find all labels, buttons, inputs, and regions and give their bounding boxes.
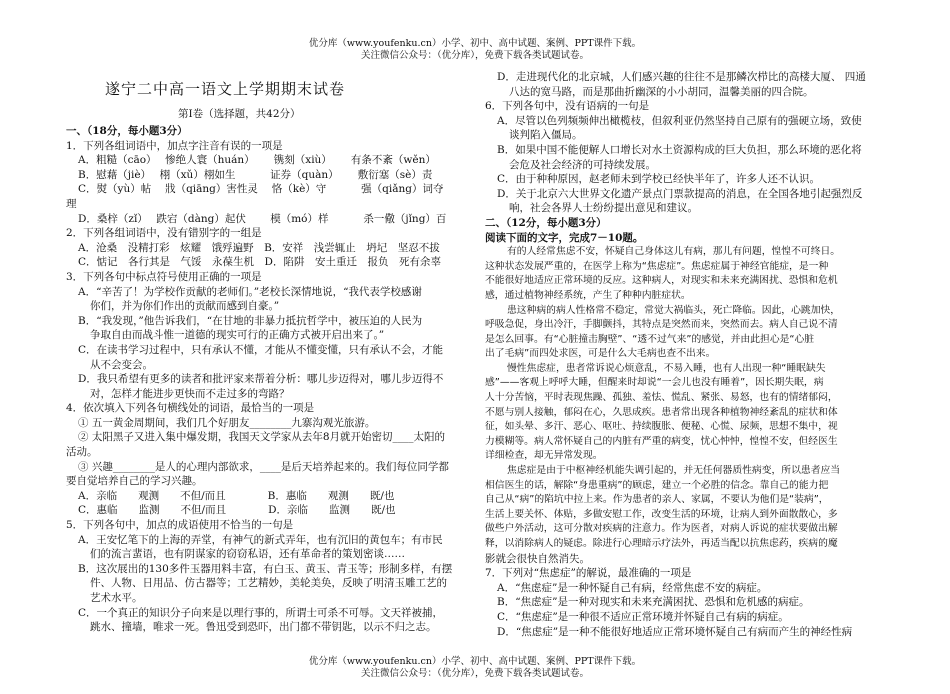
left-lines-text-line: D．桑梓（zǐ） 跌宕（dàng）起伏 模（mó）样 杀一儆（jǐng）百 bbox=[78, 212, 447, 225]
left-lines-text-line: ① 五一黄金周期间，我们几个好朋友________九寨沟观光旅游。 bbox=[78, 416, 376, 429]
right-lines-text-line: 有的人经常焦虑不安，怀疑自己身体这儿有病，那儿有问题，惶惶不可终日。 bbox=[507, 246, 841, 258]
right-lines-text-line: 阅读下面的文字，完成7－10题。 bbox=[485, 231, 644, 244]
right-lines-text-line: 6．下列各句中，没有语病的一句是 bbox=[485, 100, 650, 113]
left-column bbox=[66, 124, 454, 635]
right-lines-text-line: 会危及社会经济的可持续发展。 bbox=[509, 158, 656, 171]
left-lines-text-line: B．这次展出的130多件玉器用料丰富，有白玉、黄玉、青玉等；形制多样，有摆 bbox=[78, 562, 453, 575]
left-lines-text-line: 争取自由而战斗惟一道德的现实可行的正确方式被开启出来了。” bbox=[90, 329, 385, 342]
right-lines-text-line: 力模糊等。病人常怀疑自己的内脏有严重的病变，忧心忡忡，惶惶不安，但经医生 bbox=[485, 435, 838, 447]
right-lines-text-line: 不能很好地适应正常环境的反应。这种病人，对现实和未来充满困扰、恐惧和危机 bbox=[485, 275, 838, 287]
right-lines-text-line: 谈判陷入僵局。 bbox=[509, 129, 583, 142]
left-lines-text-line: A．沧桑 没精打彩 炫耀 饿殍遍野 B．安祥 浅尝辄止 坍圮 坚忍不拔 bbox=[78, 241, 440, 254]
left-lines-text-line: C．在读书学习过程中，只有承认不懂，才能从不懂变懂，只有承认不会，才能 bbox=[78, 343, 444, 356]
right-lines-text-line: 释，以消除病人的疑虑。除进行心理暗示疗法外，再适当配以抗焦虑药，疾病的魔 bbox=[485, 538, 838, 549]
section-one-subtitle: 第Ⅰ卷（选择题，共42分） bbox=[178, 108, 301, 120]
right-lines-text-line: 响，社会各界人士纷纷提出意见和建议。 bbox=[509, 202, 698, 215]
left-lines-text-line: 活动。 bbox=[66, 446, 98, 459]
exam-title: 遂宁二中高一语文上学期期末试卷 bbox=[105, 80, 346, 98]
right-lines-text-line: 患这种病的病人性格常不稳定，常觉大祸临头，死亡降临。因此，心跳加快， bbox=[507, 304, 841, 316]
right-lines-text-line: 做些户外活动，这可分散对疾病的注意力。作为医者，对病人诉说的症状要做出解 bbox=[485, 523, 838, 535]
right-lines-text-line: 出了毛病”而四处求医，可是什么大毛病也查不出来。 bbox=[485, 348, 716, 360]
right-lines-text-line: 八达的宽马路，而是那曲折幽深的小小胡同，温馨美丽的四合院。 bbox=[509, 85, 814, 98]
left-lines-text-line: D．我只希望有更多的读者和批评家来帮着分析：哪儿步迈得对，哪儿步迈得不 bbox=[78, 373, 444, 386]
right-lines-text-line: 这种状态发展严重的，在医学上称为“焦虑症”。焦虑症属于神经官能症，是一种 bbox=[485, 260, 829, 272]
right-lines-text-line: 人十分苦恼，平时表现焦躁、孤独、羞怯、慌乱、紧张、易怒，也有的情绪郁闷， bbox=[485, 392, 838, 404]
right-lines-text-line: 二、（12分，每小题3分） bbox=[485, 216, 607, 229]
left-lines-text-line: 对，怎样才能进步更快而不走过多的弯路？ bbox=[90, 387, 290, 400]
right-lines-text-line: 自己从“病”的陷坑中拉上来。作为患者的亲人、家属，不要认为他们是“装病”， bbox=[485, 494, 829, 506]
left-lines-text-line: 件、人物、日用品、仿古器等；工艺精妙，美轮美奂，反映了明清玉雕工艺的 bbox=[90, 577, 447, 590]
right-lines-text-line: C．“焦虑症”是一种很不适应正常环境并怀疑自己有病的病症。 bbox=[497, 610, 789, 623]
left-lines-text-line: B．慰藉（jiè） 栩（xǔ）栩如生 证券（quàn） 敷衍塞（sè）责 bbox=[78, 168, 433, 181]
right-lines-text-line: 7．下列对“焦虑症”的解说，最准确的一项是 bbox=[485, 567, 692, 580]
right-lines-text-line: D．“焦虑症”是一种不能很好地适应正常环境怀疑自己有病而产生的神经性病 bbox=[497, 625, 853, 638]
page-header-line-1: 优分库（www.youfenku.cn）小学、初中、高中试题、案例、PPT课件下载。 bbox=[308, 38, 642, 49]
right-lines-text-line: 焦虑症是由于中枢神经机能失调引起的，并无任何器质性病变，所以患者应当 bbox=[507, 465, 841, 477]
page-footer-line-2: 关注微信公众号：（优分库），免费下载各类试题试卷。 bbox=[360, 668, 589, 679]
right-lines-text-line: 生活上要关怀、体贴，多做安慰工作，改变生活的环境，让病人到外面散散心，多 bbox=[485, 508, 838, 520]
left-lines-text-line: A．“辛苦了！为学校作贡献的老师们。”老校长深情地说，“我代表学校感谢 bbox=[78, 285, 422, 298]
left-lines-text-line: 跳水、撞墙，唯求一死。鲁迅受到恐吓，出门都不带钥匙，以示不归之志。 bbox=[90, 621, 437, 634]
page-footer-line-1: 优分库（www.youfenku.cn）小学、初中、高中试题、案例、PPT课件下载。 bbox=[308, 656, 642, 667]
page-header-line-2: 关注微信公众号：（优分库），免费下载各类试题试卷。 bbox=[360, 50, 589, 61]
left-lines-text-line: 一、（18分，每小题3分） bbox=[66, 125, 188, 137]
left-lines-text-line: 要自觉培养自己的学习兴趣。 bbox=[66, 475, 203, 488]
left-lines-text-line: A．王安忆笔下的上海的弄堂，有神气的新式弄年，也有沉旧的黄包车；有市民 bbox=[78, 533, 443, 546]
right-lines-text-line: 呼吸急促，身出冷汗，手脚颤抖，其特点是突然而来，突然而去。病人自己说不清 bbox=[485, 319, 838, 331]
right-lines-text-line: B．如果中国不能便解人口增长对水土资源构成的巨大负担，那么环境的恶化将 bbox=[497, 143, 862, 156]
left-lines-text-line: 5．下列各句中，加点的成语使用不恰当的一句是 bbox=[66, 519, 294, 532]
left-lines-text-line: 2．下列各组词语中，没有错别字的一组是 bbox=[66, 227, 262, 240]
right-lines-text-line: 影就会很快自然消失。 bbox=[485, 552, 590, 565]
right-column bbox=[485, 70, 885, 639]
left-lines-text-line: C．熨（yù）帖 戕（qiāng）害性灵 恪（kè）守 强（qiǎng）词夺 bbox=[78, 183, 444, 196]
right-lines-text-line: 征，如头晕、多汗、恶心、呕吐、持续腹胀、便秘、心慌、尿频，思想不集中，视 bbox=[485, 421, 838, 433]
left-lines-text-line: 们的流言蜚语，也有阴谋家的窃窃私语，还有革命者的策划密谈…… bbox=[90, 548, 405, 561]
left-lines-text-line: 4．依次填入下列各句横线处的词语，最恰当的一项是 bbox=[66, 402, 315, 415]
left-lines-text-line: A．粗糙（cāo） 惨绝人寰（huán） 镌刻（xiù） 有条不紊（wěn） bbox=[78, 154, 436, 167]
right-lines-text-line: 相信医生的话，解除“身患重病”的顾虑，建立一个必胜的信念。靠自己的能力把 bbox=[485, 479, 829, 491]
right-lines-text-line: 感”——客观上呼呼大睡，但醒来时却说“一会儿也没有睡着”，因长期失眠，病 bbox=[485, 377, 824, 389]
left-lines-text-line: C．惦记 各行其是 气馁 永葆生机 D．陷阱 安土重迁 报负 死有余辜 bbox=[78, 256, 441, 269]
right-lines-text-line: 慢性焦虑症，患者常诉说心烦意乱，不易入睡，也有人出现一种“睡眠缺失 bbox=[507, 362, 826, 374]
left-lines-text-line: 1．下列各组词语中，加点字注音有误的一项是 bbox=[66, 139, 283, 152]
right-lines-text-line: C．由于种种原因，赵老师未到学校已经快半年了，许多人还不认识。 bbox=[497, 173, 821, 186]
right-lines-text-line: 不愿与别人接触，郁闷在心，久思成疾。患者常出现各种植物神经紊乱的症状和体 bbox=[485, 406, 838, 418]
right-lines-text-line: 是怎么回事。有“心脏撞击胸壁”、“透不过气来”的感觉，并由此担心是“心脏 bbox=[485, 333, 815, 345]
right-lines-text-line: D．走进现代化的北京城，人们感兴趣的往往不是那鳞次栉比的高楼大厦、 四通 bbox=[497, 71, 866, 83]
left-lines-text-line: C．惠临 监测 不但/而且 D．亲临 监测 既/也 bbox=[78, 504, 396, 517]
right-lines-text-line: 感，通过植物神经系统，产生了种种内脏症状。 bbox=[485, 289, 691, 301]
left-lines-text-line: ② 太阳黑子又进入集中爆发期，我国天文学家从去年8月就开始密切____太阳的 bbox=[78, 431, 446, 444]
left-lines-text-line: ③ 兴趣________是人的心理内部欲求，____是后天培养起来的。我们每位同学都 bbox=[78, 460, 449, 473]
right-lines-text-line: A．“焦虑症”是一种怀疑自己有病，经常焦虑不安的病症。 bbox=[497, 581, 768, 594]
left-lines-text-line: 艺术水平。 bbox=[90, 592, 143, 604]
left-lines-text-line: 从不会变会。 bbox=[90, 358, 153, 371]
left-lines-text-line: B．“我发现，”他告诉我们，“在甘地的非暴力抵抗哲学中，被压迫的人民为 bbox=[78, 314, 423, 327]
left-lines-text-line: 3．下列各句中标点符号使用正确的一项是 bbox=[66, 270, 262, 283]
left-lines-text-line: 理 bbox=[66, 197, 77, 210]
right-lines-text-line: B．“焦虑症”是一种对现实和未来充满困扰、恐惧和危机感的病症。 bbox=[497, 596, 810, 609]
right-lines-text-line: 详细检查，却无异常发现。 bbox=[485, 450, 603, 462]
left-lines-text-line: C．一个真正的知识分子向来是以理行事的，所谓士可杀不可辱。文天祥被捕， bbox=[78, 606, 444, 619]
left-lines-text-line: A．亲临 观测 不但/而且 B．惠临 观测 既/也 bbox=[78, 489, 395, 502]
right-lines-text-line: D．关于北京六大世界文化遗产景点门票款提高的消息，在全国各地引起强烈反 bbox=[497, 187, 863, 200]
right-lines-text-line: A．尽管以色列频频伸出橄榄枝，但叙利亚仍然坚持自己原有的强硬立场，致使 bbox=[497, 114, 862, 127]
left-lines-text-line: 你们，并为你们作出的贡献而感到自豪。” bbox=[90, 300, 280, 313]
